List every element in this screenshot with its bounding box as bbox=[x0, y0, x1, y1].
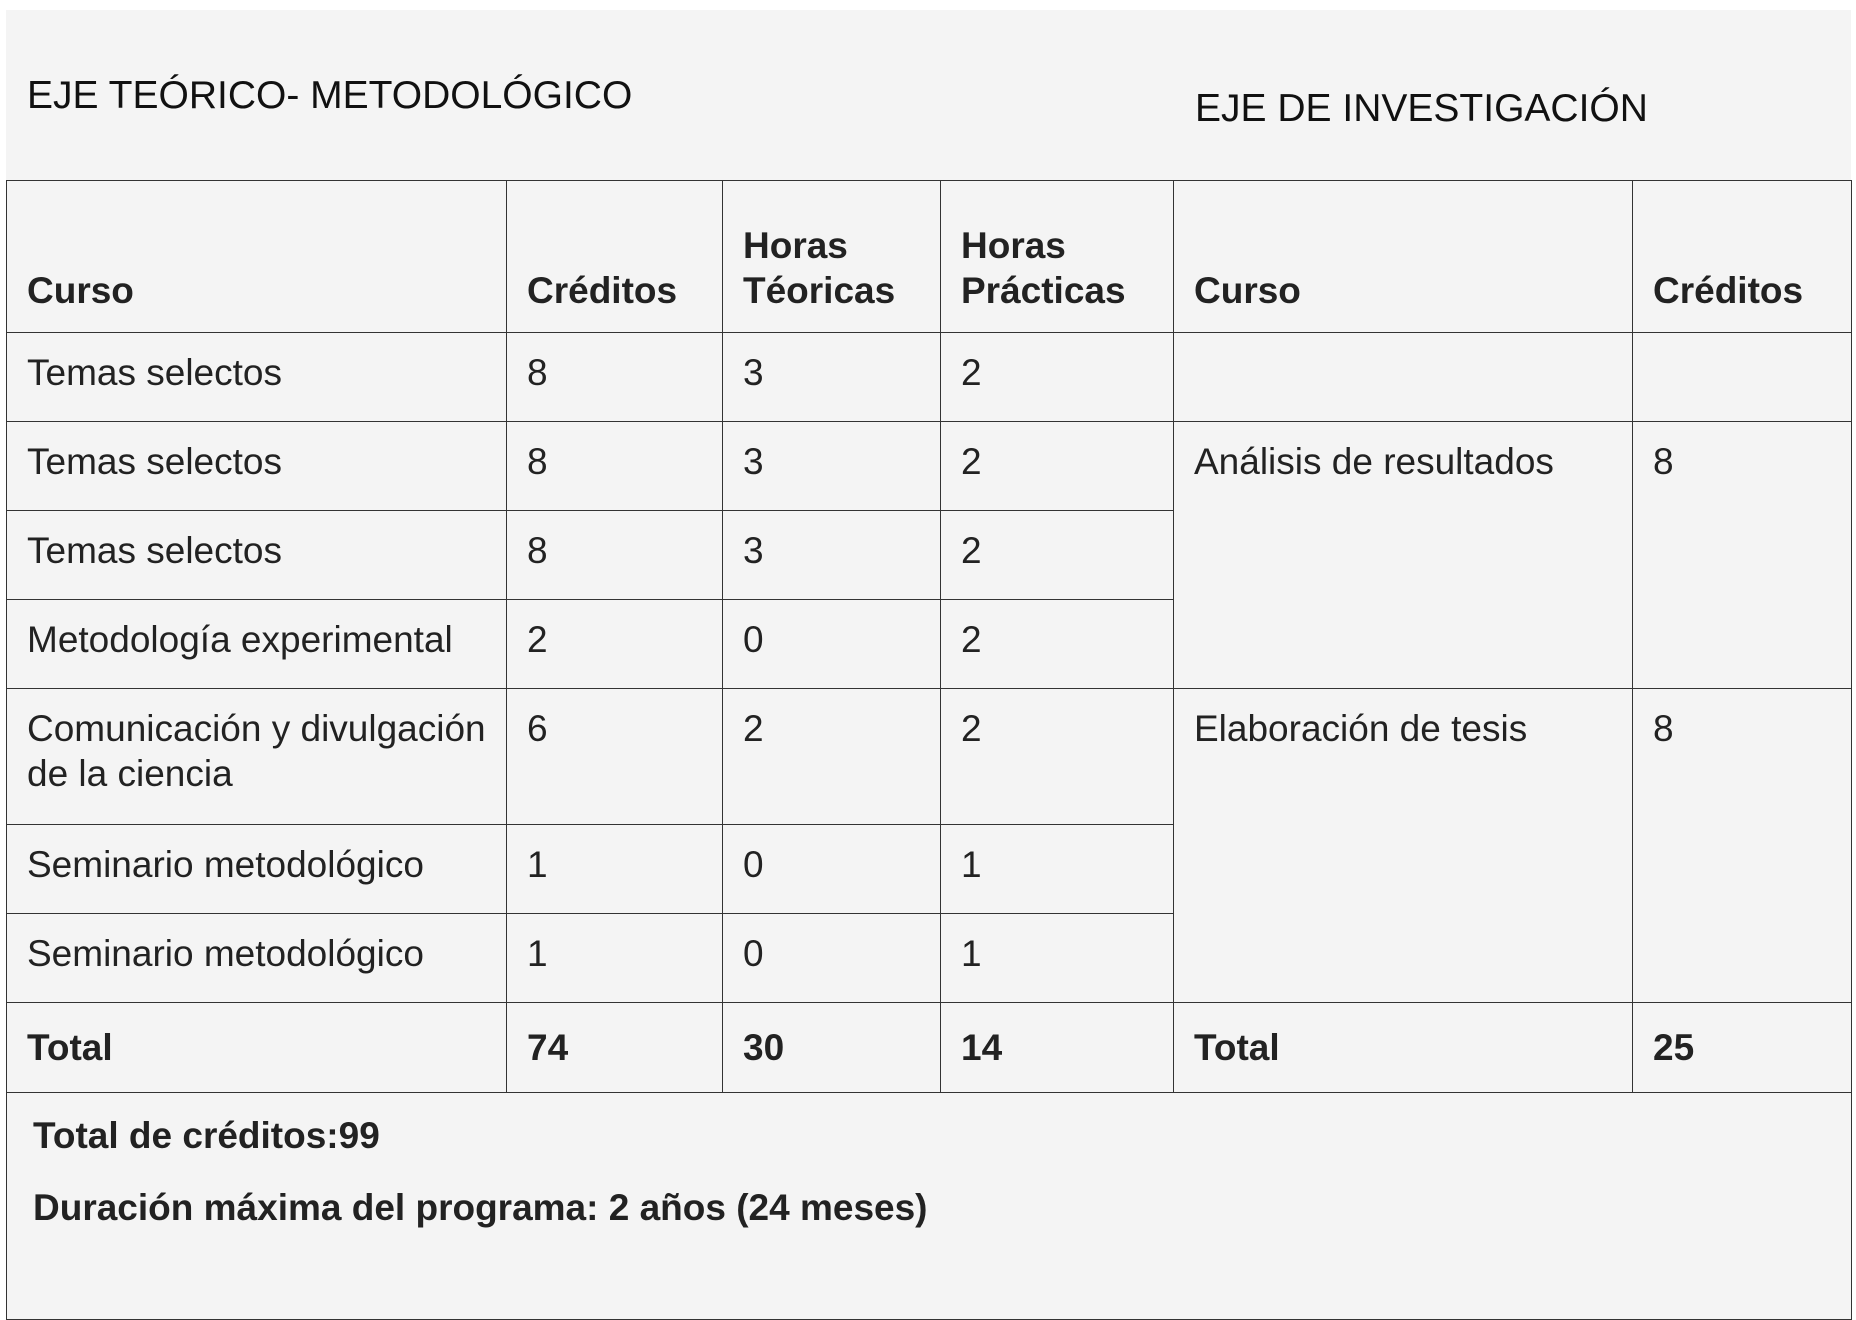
cell-creditos: 1 bbox=[507, 914, 723, 1003]
total-creditos: 74 bbox=[507, 1003, 723, 1093]
cell-creditos: 6 bbox=[507, 689, 723, 825]
header-horas-teoricas: Horas Téoricas bbox=[723, 181, 941, 333]
cell-practicas: 2 bbox=[941, 422, 1174, 511]
cell-creditos: 8 bbox=[507, 511, 723, 600]
cell-teoricas: 0 bbox=[723, 914, 941, 1003]
cell-curso-investigacion: Análisis de resultados bbox=[1174, 422, 1633, 689]
cell-teoricas: 3 bbox=[723, 422, 941, 511]
total-creditos-summary: Total de créditos:99 bbox=[33, 1115, 380, 1156]
heading-eje-investigacion: EJE DE INVESTIGACIÓN bbox=[1195, 87, 1648, 130]
cell-creditos-investigacion: 8 bbox=[1633, 689, 1852, 1003]
cell-practicas: 2 bbox=[941, 689, 1174, 825]
cell-creditos: 1 bbox=[507, 825, 723, 914]
cell-creditos-investigacion: 8 bbox=[1633, 422, 1852, 689]
cell-curso: Temas selectos bbox=[7, 422, 507, 511]
cell-curso: Seminario metodológico bbox=[7, 914, 507, 1003]
cell-curso: Temas selectos bbox=[7, 333, 507, 422]
summary-cell bbox=[7, 1093, 1852, 1320]
duracion-programa: Duración máxima del programa: 2 años (24 meses) bbox=[33, 1187, 928, 1228]
total-teoricas: 30 bbox=[723, 1003, 941, 1093]
cell-curso-investigacion bbox=[1174, 333, 1633, 422]
cell-curso: Metodología experimental bbox=[7, 600, 507, 689]
heading-eje-teorico: EJE TEÓRICO- METODOLÓGICO bbox=[27, 74, 633, 117]
header-creditos-investigacion: Créditos bbox=[1633, 181, 1852, 333]
cell-practicas: 2 bbox=[941, 511, 1174, 600]
cell-practicas: 2 bbox=[941, 333, 1174, 422]
cell-curso: Comunicación y divulgación de la ciencia bbox=[7, 689, 507, 825]
header-horas-practicas: Horas Prácticas bbox=[941, 181, 1174, 333]
total-label-investigacion: Total bbox=[1174, 1003, 1633, 1093]
header-curso-investigacion: Curso bbox=[1174, 181, 1633, 333]
summary-row bbox=[7, 1093, 1852, 1320]
header-creditos: Créditos bbox=[507, 181, 723, 333]
totals-row bbox=[7, 1003, 1852, 1093]
cell-teoricas: 2 bbox=[723, 689, 941, 825]
cell-curso: Temas selectos bbox=[7, 511, 507, 600]
curriculum-table bbox=[6, 180, 1852, 1320]
total-creditos-investigacion: 25 bbox=[1633, 1003, 1852, 1093]
cell-curso: Seminario metodológico bbox=[7, 825, 507, 914]
table-row bbox=[7, 333, 1852, 422]
total-label: Total bbox=[7, 1003, 507, 1093]
cell-teoricas: 3 bbox=[723, 511, 941, 600]
cell-teoricas: 3 bbox=[723, 333, 941, 422]
cell-curso-investigacion: Elaboración de tesis bbox=[1174, 689, 1633, 1003]
cell-teoricas: 0 bbox=[723, 600, 941, 689]
table-header-row bbox=[7, 181, 1852, 333]
cell-practicas: 1 bbox=[941, 825, 1174, 914]
cell-creditos-investigacion bbox=[1633, 333, 1852, 422]
table-row bbox=[7, 422, 1852, 511]
cell-creditos: 8 bbox=[507, 422, 723, 511]
table-row bbox=[7, 689, 1852, 825]
header-curso: Curso bbox=[7, 181, 507, 333]
cell-practicas: 2 bbox=[941, 600, 1174, 689]
total-practicas: 14 bbox=[941, 1003, 1174, 1093]
cell-practicas: 1 bbox=[941, 914, 1174, 1003]
cell-creditos: 8 bbox=[507, 333, 723, 422]
cell-creditos: 2 bbox=[507, 600, 723, 689]
cell-teoricas: 0 bbox=[723, 825, 941, 914]
